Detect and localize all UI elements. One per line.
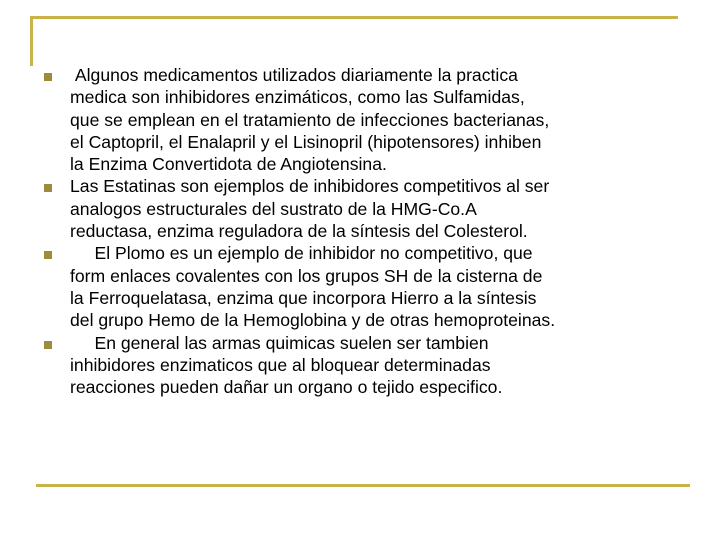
bullet-item-enzyme-inhibitor-drugs <box>44 64 684 175</box>
bullet-item-lead <box>44 242 684 331</box>
bullet-line: form enlaces covalentes con los grupos SH de la cisterna de <box>70 265 543 286</box>
bullet-line: el Captopril, el Enalapril y el Lisinopril (hipotensores) inhiben <box>70 131 542 152</box>
slide-body <box>44 64 684 398</box>
bullet-item-chemical-weapons <box>44 332 684 399</box>
bullet-line: que se emplean en el tratamiento de infecciones bacterianas, <box>70 109 550 130</box>
square-bullet-icon <box>44 341 52 349</box>
bullet-line: del grupo Hemo de la Hemoglobina y de otras hemoproteinas. <box>70 310 556 331</box>
bullet-line: analogos estructurales del sustrato de la HMG-Co.A <box>70 198 477 219</box>
bullet-line: reacciones pueden dañar un organo o tejido especifico. <box>70 377 503 398</box>
bullet-line: medica son inhibidores enzimáticos, como las Sulfamidas, <box>70 87 525 108</box>
square-bullet-icon <box>44 73 52 81</box>
square-bullet-icon <box>44 251 52 259</box>
bullet-line: inhibidores enzimaticos que al bloquear determinadas <box>70 354 491 375</box>
bullet-line: Algunos medicamentos utilizados diariamente la practica <box>70 65 518 85</box>
bullet-line: reductasa, enzima reguladora de la síntesis del Colesterol. <box>70 221 528 242</box>
square-bullet-icon <box>44 184 52 192</box>
bullet-line: Las Estatinas son ejemplos de inhibidores competitivos al ser <box>70 176 550 197</box>
bullet-line: la Enzima Convertidota de Angiotensina. <box>70 154 387 175</box>
frame-left-rule <box>30 16 33 66</box>
bullet-line: El Plomo es un ejemplo de inhibidor no competitivo, que <box>70 243 533 264</box>
frame-bottom-rule <box>36 484 690 487</box>
bullet-line: En general las armas quimicas suelen ser tambien <box>70 332 489 353</box>
frame-top-rule <box>30 16 678 19</box>
bullet-line: la Ferroquelatasa, enzima que incorpora Hierro a la síntesis <box>70 287 537 308</box>
bullet-item-statins <box>44 175 684 242</box>
